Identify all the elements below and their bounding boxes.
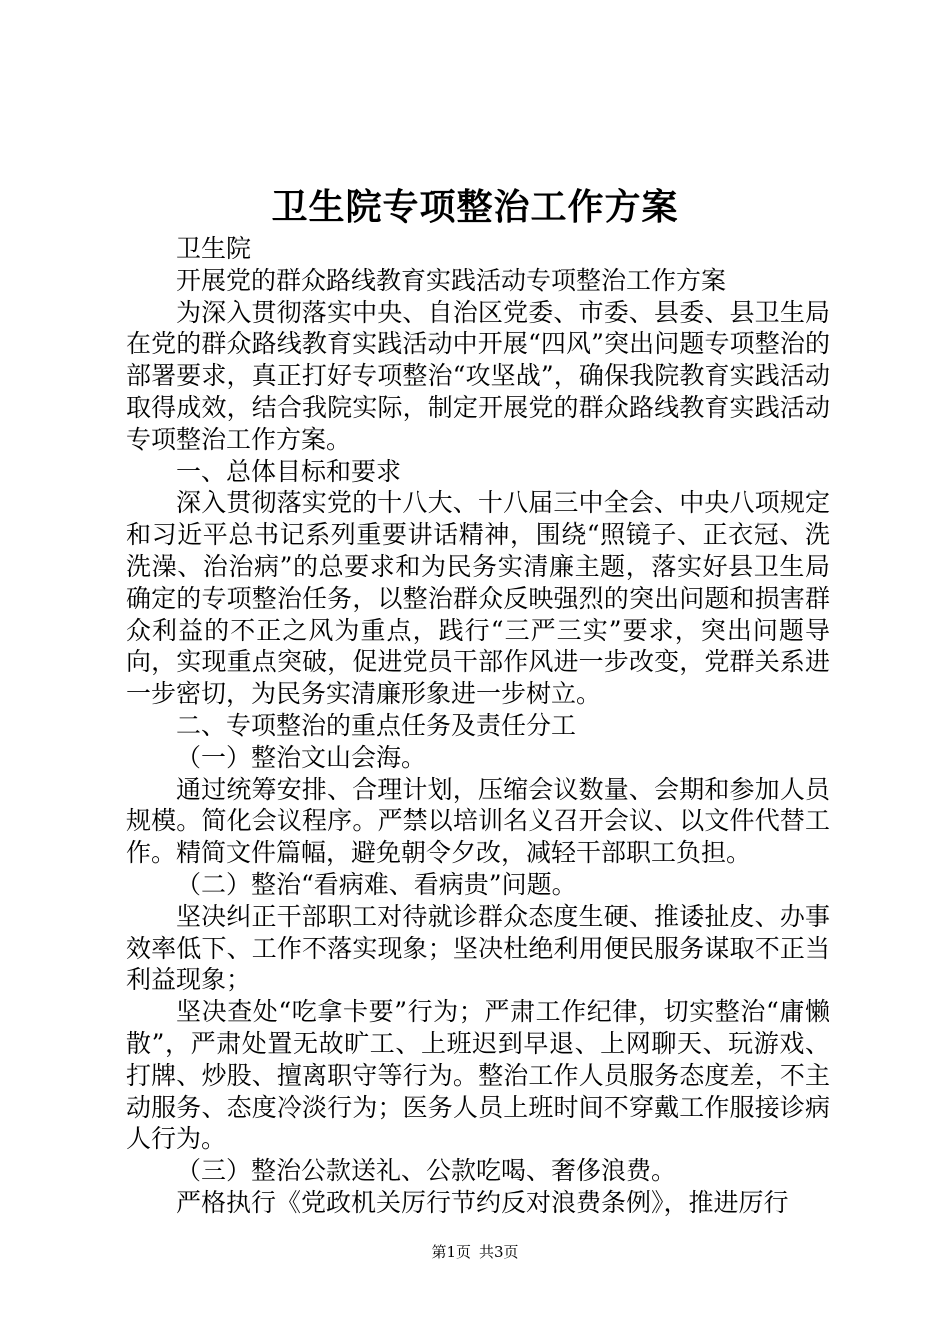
paragraph-meetings: 通过统筹安排、合理计划，压缩会议数量、会期和参加人员规模。简化会议程序。严禁以培训名义召开会议、以文件代替工作。精简文件篇幅，避免朝令夕改，减轻干部职工负担。 [126, 774, 830, 868]
section-heading-2: 二、专项整治的重点任务及责任分工 [176, 710, 577, 740]
document-body [126, 233, 830, 1219]
paragraph-goals: 深入贯彻落实党的十八大、十八届三中全会、中央八项规定和习近平总书记系列重要讲话精神，围绕“照镜子、正衣冠、洗洗澡、治治病”的总要求和为民务实清廉主题，落实好县卫生局确定的专项整治任务，以整治群众反映强烈的突出问题和损害群众利益的不正之风为重点，践行“三严三实”要求，突出问题导向，实现重点突破，促进党员干部作风进一步改变，党群关系进一步密切，为民务实清廉形象进一步树立。 [126, 488, 830, 709]
subsection-heading-1: （一）整治文山会海。 [176, 742, 427, 772]
paragraph-discipline: 坚决查处“吃拿卡要”行为；严肃工作纪律，切实整治“庸懒散”，严肃处置无故旷工、上班迟到早退、上网聊天、玩游戏、打牌、炒股、擅离职守等行为。整治工作人员服务态度差，不主动服务、态度冷淡行为；医务人员上班时间不穿戴工作服接诊病人行为。 [126, 997, 830, 1154]
paragraph-subtitle: 开展党的群众路线教育实践活动专项整治工作方案 [176, 265, 727, 295]
page-number-current: 第1页 [431, 1243, 471, 1261]
section-heading-1: 一、总体目标和要求 [176, 456, 402, 486]
page-number-total: 共3页 [479, 1243, 519, 1261]
paragraph-org-name: 卫生院 [176, 234, 252, 263]
page-footer [0, 1242, 950, 1262]
document-title: 卫生院专项整治工作方案 [271, 186, 679, 228]
paragraph-frugality: 严格执行《党政机关厉行节约反对浪费条例》，推进厉行 [176, 1187, 789, 1217]
paragraph-attitude: 坚决纠正干部职工对待就诊群众态度生硬、推诿扯皮、办事效率低下、工作不落实现象；坚决杜绝利用便民服务谋取不正当利益现象； [126, 901, 830, 995]
subsection-heading-3: （三）整治公款送礼、公款吃喝、奢侈浪费。 [176, 1156, 677, 1186]
paragraph-intro: 为深入贯彻落实中央、自治区党委、市委、县委、县卫生局在党的群众路线教育实践活动中开展“四风”突出问题专项整治的部署要求，真正打好专项整治“攻坚战”，确保我院教育实践活动取得成效，结合我院实际，制定开展党的群众路线教育实践活动专项整治工作方案。 [126, 297, 830, 454]
subsection-heading-2: （二）整治“看病难、看病贵”问题。 [176, 869, 577, 899]
